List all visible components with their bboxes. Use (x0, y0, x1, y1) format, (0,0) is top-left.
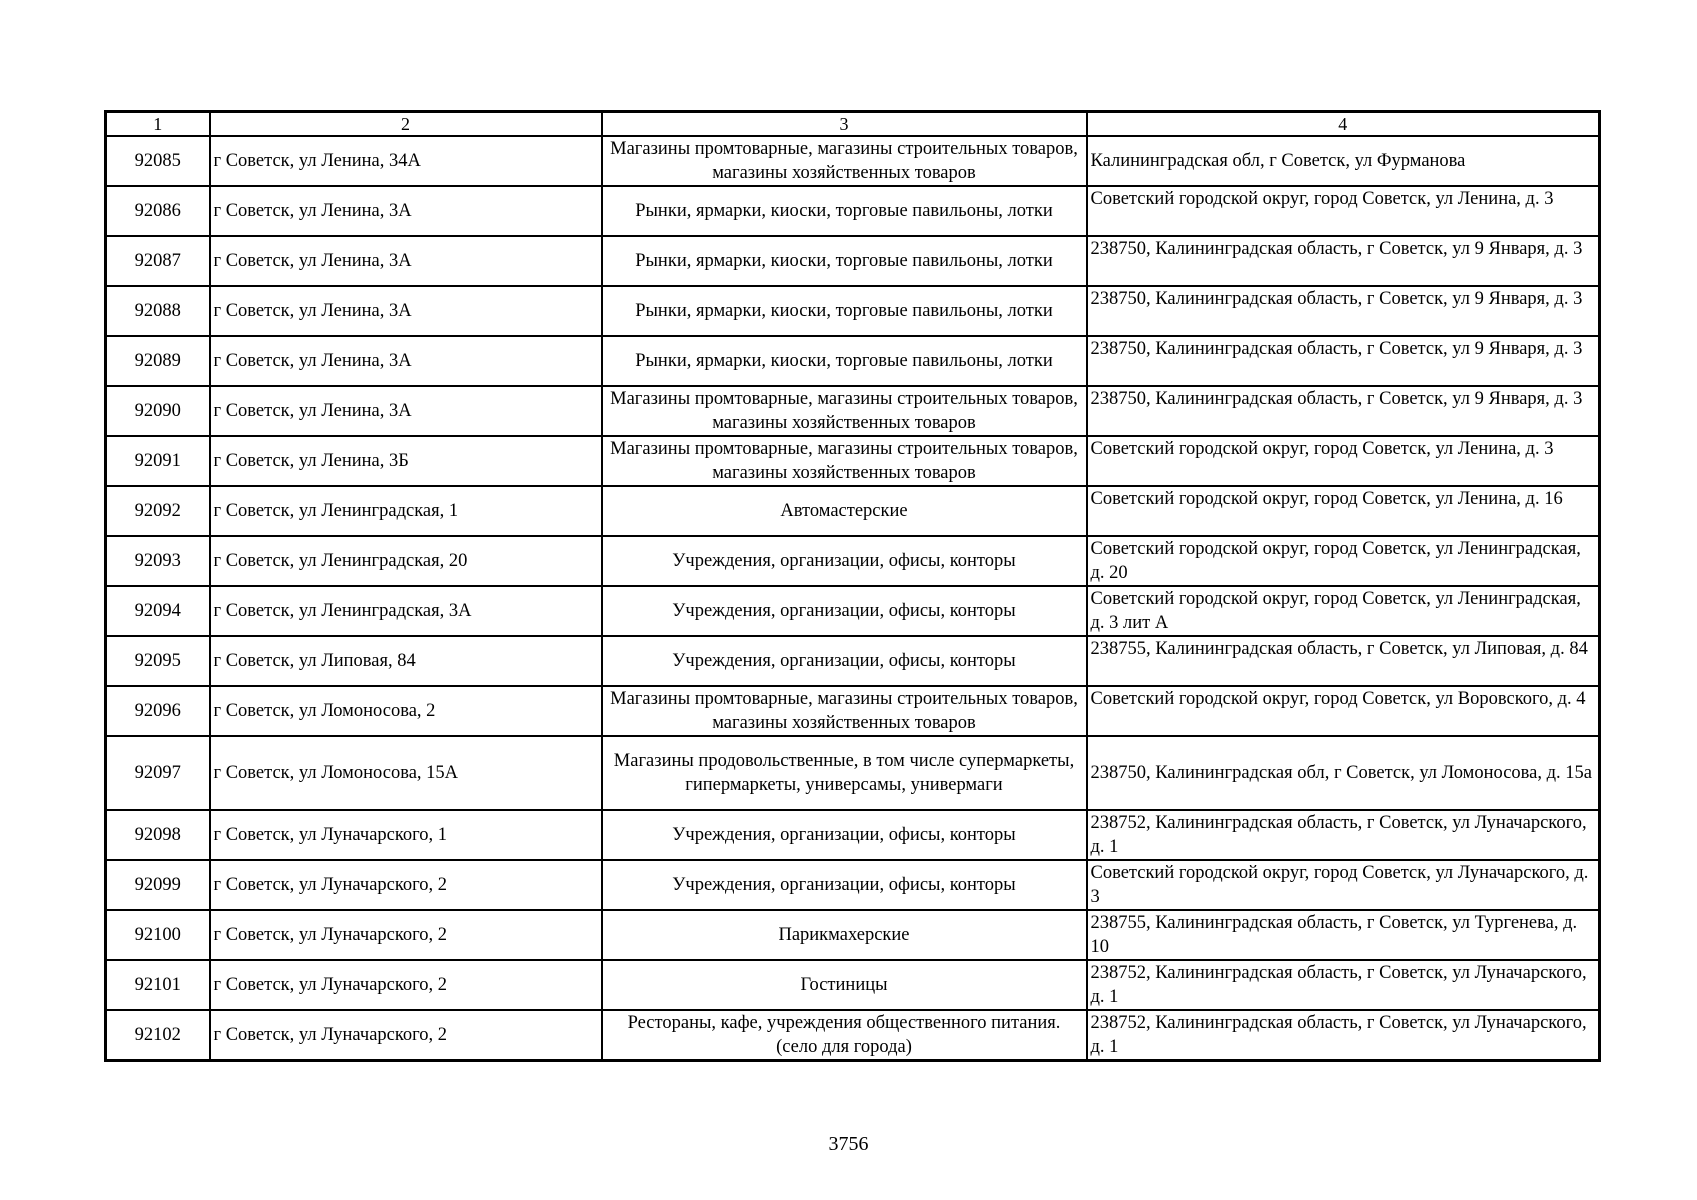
page-number: 3756 (828, 1133, 869, 1155)
object-type: Рынки, ярмарки, киоски, торговые павильоны, лотки (602, 236, 1087, 286)
row-id: 92101 (106, 960, 210, 1010)
object-address: г Советск, ул Ленина, 3А (210, 186, 602, 236)
object-type: Учреждения, организации, офисы, конторы (602, 860, 1087, 910)
owner-address: 238755, Калининградская область, г Советск, ул Тургенева, д. 10 (1087, 910, 1600, 960)
object-type: Магазины промтоварные, магазины строительных товаров, магазины хозяйственных товаров (602, 386, 1087, 436)
object-type: Рестораны, кафе, учреждения общественного питания. (село для города) (602, 1010, 1087, 1061)
row-id: 92090 (106, 386, 210, 436)
owner-address: Советский городской округ, город Советск, ул Ленина, д. 3 (1087, 186, 1600, 236)
table-row (106, 860, 1600, 910)
object-address: г Советск, ул Ленина, 34А (210, 136, 602, 186)
row-id: 92086 (106, 186, 210, 236)
object-address: г Советск, ул Ленина, 3А (210, 236, 602, 286)
table-row (106, 186, 1600, 236)
object-type: Магазины промтоварные, магазины строительных товаров, магазины хозяйственных товаров (602, 436, 1087, 486)
object-type: Учреждения, организации, офисы, конторы (602, 810, 1087, 860)
row-id: 92085 (106, 136, 210, 186)
owner-address: Советский городской округ, город Советск, ул Ленинградская, д. 3 лит А (1087, 586, 1600, 636)
owner-address: Советский городской округ, город Советск, ул Воровского, д. 4 (1087, 686, 1600, 736)
column-header-1: 1 (106, 112, 210, 137)
row-id: 92098 (106, 810, 210, 860)
object-type: Парикмахерские (602, 910, 1087, 960)
table-row (106, 910, 1600, 960)
table-row (106, 386, 1600, 436)
table-row (106, 236, 1600, 286)
owner-address: 238752, Калининградская область, г Советск, ул Луначарского, д. 1 (1087, 810, 1600, 860)
column-header-2: 2 (210, 112, 602, 137)
object-address: г Советск, ул Луначарского, 1 (210, 810, 602, 860)
object-address: г Советск, ул Луначарского, 2 (210, 910, 602, 960)
register-table (104, 110, 1601, 1062)
object-address: г Советск, ул Ленинградская, 1 (210, 486, 602, 536)
owner-address: 238750, Калининградская область, г Советск, ул 9 Января, д. 3 (1087, 336, 1600, 386)
table-row (106, 636, 1600, 686)
object-type: Учреждения, организации, офисы, конторы (602, 586, 1087, 636)
row-id: 92095 (106, 636, 210, 686)
table-row (106, 586, 1600, 636)
table-header (106, 112, 1600, 137)
owner-address: 238750, Калининградская область, г Советск, ул 9 Января, д. 3 (1087, 386, 1600, 436)
object-type: Гостиницы (602, 960, 1087, 1010)
row-id: 92102 (106, 1010, 210, 1061)
object-type: Рынки, ярмарки, киоски, торговые павильоны, лотки (602, 286, 1087, 336)
header-row (106, 112, 1600, 137)
owner-address: 238750, Калининградская обл, г Советск, ул Ломоносова, д. 15а (1087, 736, 1600, 810)
object-address: г Советск, ул Ленина, 3А (210, 336, 602, 386)
object-address: г Советск, ул Липовая, 84 (210, 636, 602, 686)
owner-address: 238752, Калининградская область, г Советск, ул Луначарского, д. 1 (1087, 960, 1600, 1010)
column-header-3: 3 (602, 112, 1087, 137)
owner-address: Советский городской округ, город Советск, ул Ленинградская, д. 20 (1087, 536, 1600, 586)
table-row (106, 536, 1600, 586)
owner-address: 238750, Калининградская область, г Советск, ул 9 Января, д. 3 (1087, 236, 1600, 286)
object-address: г Советск, ул Ленина, 3Б (210, 436, 602, 486)
object-address: г Советск, ул Ленинградская, 3А (210, 586, 602, 636)
table-row (106, 136, 1600, 186)
table-row (106, 686, 1600, 736)
row-id: 92093 (106, 536, 210, 586)
row-id: 92100 (106, 910, 210, 960)
table-row (106, 736, 1600, 810)
owner-address: 238755, Калининградская область, г Советск, ул Липовая, д. 84 (1087, 636, 1600, 686)
row-id: 92087 (106, 236, 210, 286)
column-header-4: 4 (1087, 112, 1600, 137)
object-address: г Советск, ул Ленина, 3А (210, 386, 602, 436)
owner-address: 238750, Калининградская область, г Советск, ул 9 Января, д. 3 (1087, 286, 1600, 336)
table-row (106, 486, 1600, 536)
row-id: 92099 (106, 860, 210, 910)
object-type: Рынки, ярмарки, киоски, торговые павильоны, лотки (602, 336, 1087, 386)
object-type: Магазины продовольственные, в том числе супермаркеты, гипермаркеты, универсамы, универмаги (602, 736, 1087, 810)
object-address: г Советск, ул Ленина, 3А (210, 286, 602, 336)
row-id: 92091 (106, 436, 210, 486)
object-type: Рынки, ярмарки, киоски, торговые павильоны, лотки (602, 186, 1087, 236)
object-address: г Советск, ул Ломоносова, 2 (210, 686, 602, 736)
object-type: Магазины промтоварные, магазины строительных товаров, магазины хозяйственных товаров (602, 136, 1087, 186)
object-address: г Советск, ул Луначарского, 2 (210, 860, 602, 910)
owner-address: Калининградская обл, г Советск, ул Фурманова (1087, 136, 1600, 186)
object-type: Учреждения, организации, офисы, конторы (602, 536, 1087, 586)
object-type: Магазины промтоварные, магазины строительных товаров, магазины хозяйственных товаров (602, 686, 1087, 736)
table-row (106, 1010, 1600, 1061)
table-body (106, 136, 1600, 1061)
row-id: 92089 (106, 336, 210, 386)
object-address: г Советск, ул Луначарского, 2 (210, 1010, 602, 1061)
object-address: г Советск, ул Ленинградская, 20 (210, 536, 602, 586)
row-id: 92092 (106, 486, 210, 536)
owner-address: Советский городской округ, город Советск, ул Ленина, д. 16 (1087, 486, 1600, 536)
table-row (106, 336, 1600, 386)
table-row (106, 436, 1600, 486)
owner-address: 238752, Калининградская область, г Советск, ул Луначарского, д. 1 (1087, 1010, 1600, 1061)
table-row (106, 810, 1600, 860)
document-sheet (104, 110, 1598, 1062)
object-address: г Советск, ул Ломоносова, 15А (210, 736, 602, 810)
object-address: г Советск, ул Луначарского, 2 (210, 960, 602, 1010)
owner-address: Советский городской округ, город Советск, ул Луначарского, д. 3 (1087, 860, 1600, 910)
row-id: 92097 (106, 736, 210, 810)
object-type: Учреждения, организации, офисы, конторы (602, 636, 1087, 686)
table-row (106, 286, 1600, 336)
owner-address: Советский городской округ, город Советск, ул Ленина, д. 3 (1087, 436, 1600, 486)
row-id: 92096 (106, 686, 210, 736)
table-row (106, 960, 1600, 1010)
row-id: 92094 (106, 586, 210, 636)
row-id: 92088 (106, 286, 210, 336)
object-type: Автомастерские (602, 486, 1087, 536)
